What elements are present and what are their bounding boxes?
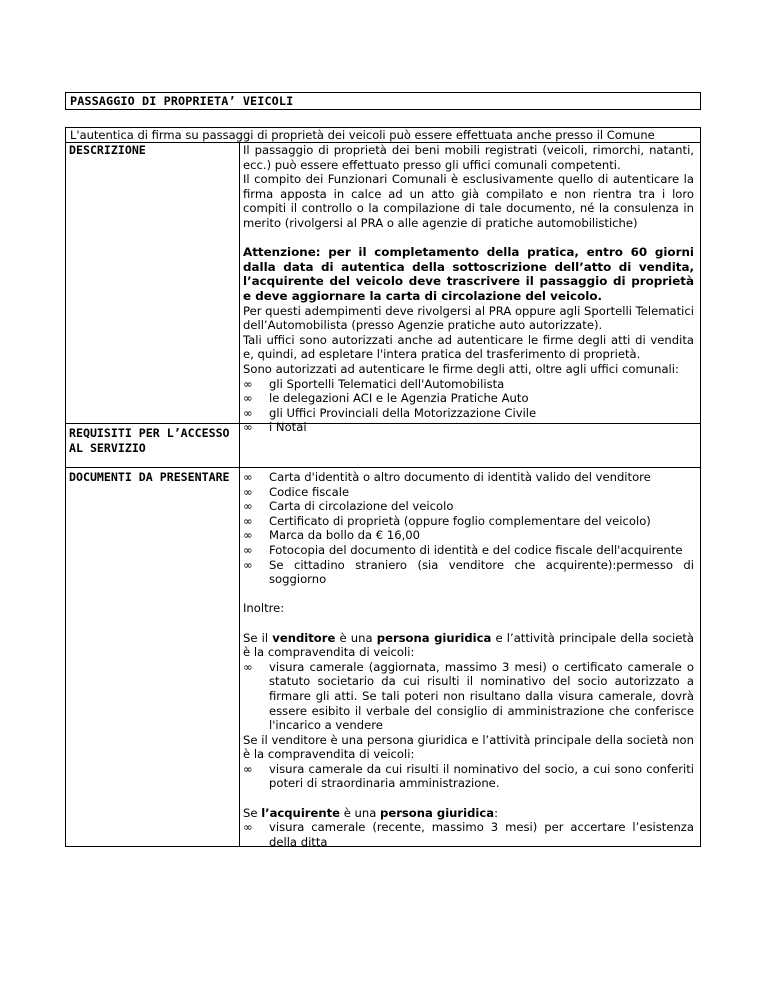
label-documenti: DOCUMENTI DA PRESENTARE — [69, 470, 230, 484]
list-item: ∞ gli Sportelli Telematici dell'Automobilista — [243, 377, 694, 392]
documenti-cell — [243, 470, 694, 849]
venditore-list — [243, 660, 694, 733]
descrizione-p4: Tali uffici sono autorizzati anche ad autenticare le firme degli atti di vendita e, quindi, ad espletare l'intera pratica del trasferimento di proprietà. — [243, 332, 694, 362]
descrizione-p2: Il compito dei Funzionari Comunali è esclusivamente quello di autenticare la firma apposta in calce ad un atto già compilato e non rientra tra i loro compiti il controllo o la compilazione di tale documento, né la consulenza in merito (rivolgersi al PRA o alle agenzie di pratiche automobilistiche) — [243, 172, 694, 230]
venditore2-condition: Se il venditore è una persona giuridica e l’attività principale della società non è la compravendita di veicoli: — [243, 732, 694, 762]
authorized-list — [243, 377, 694, 435]
row-divider — [65, 467, 701, 468]
documents-list — [243, 470, 694, 587]
list-item: ∞ visura camerale (recente, massimo 3 mesi) per accertare l’esistenza della ditta — [243, 820, 694, 849]
list-item: ∞ Carta d'identità o altro documento di identità valido del venditore — [243, 470, 694, 485]
descrizione-p5: Sono autorizzati ad autenticare le firme degli atti, oltre agli uffici comunali: — [243, 361, 679, 376]
venditore2-list — [243, 762, 694, 791]
page-title: PASSAGGIO DI PROPRIETA’ VEICOLI — [70, 94, 294, 108]
acquirente-bold: l’acquirente — [261, 805, 341, 820]
list-item: ∞ i Notai — [243, 420, 694, 435]
attenzione-text: Attenzione: per il completamento della pratica, entro 60 giorni dalla data di autentica della sottoscrizione dell’atto di vendita, l’acquirente del veicolo deve trascrivere il passaggio di proprietà e deve aggiornare la carta di circolazione del veicolo. — [243, 245, 694, 303]
venditore-condition: Se il venditore è una persona giuridica e l’attività principale della società è la compravendita di veicoli: — [243, 630, 695, 660]
label-descrizione: DESCRIZIONE — [69, 143, 146, 157]
label-requisiti: REQUISITI PER L’ACCESSO AL SERVIZIO — [69, 426, 230, 455]
list-item: ∞ visura camerale (aggiornata, massimo 3 mesi) o certificato camerale o statuto societario da cui risulti il nominativo del socio autorizzato a firmare gli atti. Se tali poteri non risultano dalla visura camerale, dovrà essere esibito il verbale del consiglio di amministrazione che conferisce l'incarico a vendere — [243, 660, 694, 733]
list-item: ∞ le delegazioni ACI e le Agenzia Pratiche Auto — [243, 391, 694, 406]
intro-text: L'autentica di firma su passaggi di proprietà dei veicoli può essere effettuata anche presso il Comune — [70, 128, 655, 142]
column-divider — [239, 142, 240, 847]
list-item: ∞ visura camerale da cui risulti il nominativo del socio, a cui sono conferiti poteri di straordinaria amministrazione. — [243, 762, 694, 791]
list-item: ∞ Se cittadino straniero (sia venditore che acquirente):permesso di soggiorno — [243, 558, 694, 587]
descrizione-p3: Per questi adempimenti deve rivolgersi al PRA oppure agli Sportelli Telematici dell’Automobilista (presso Agenzie pratiche auto autorizzate). — [243, 303, 694, 333]
list-item: ∞ gli Uffici Provinciali della Motorizzazione Civile — [243, 406, 694, 421]
list-item: ∞ Certificato di proprietà (oppure foglio complementare del veicolo) — [243, 514, 694, 529]
inoltre-text: Inoltre: — [243, 601, 285, 616]
persona-giuridica-bold: persona giuridica — [380, 805, 495, 820]
page-title-box — [65, 92, 701, 110]
acquirente-condition: Se l’acquirente è una persona giuridica: — [243, 805, 498, 820]
list-item: ∞ Carta di circolazione del veicolo — [243, 499, 694, 514]
persona-giuridica-bold: persona giuridica — [376, 630, 492, 645]
descrizione-p1: Il passaggio di proprietà dei beni mobili registrati (veicoli, rimorchi, natanti, ecc.) può essere effettuato presso gli uffici comunali competenti. — [243, 143, 694, 172]
venditore-bold: venditore — [272, 630, 336, 645]
list-item: ∞ Marca da bollo da € 16,00 — [243, 528, 694, 543]
acquirente-list — [243, 820, 694, 849]
intro-row — [65, 127, 701, 143]
descrizione-cell — [243, 143, 694, 435]
list-item: ∞ Fotocopia del documento di identità e del codice fiscale dell'acquirente — [243, 543, 694, 558]
list-item: ∞ Codice fiscale — [243, 485, 694, 500]
